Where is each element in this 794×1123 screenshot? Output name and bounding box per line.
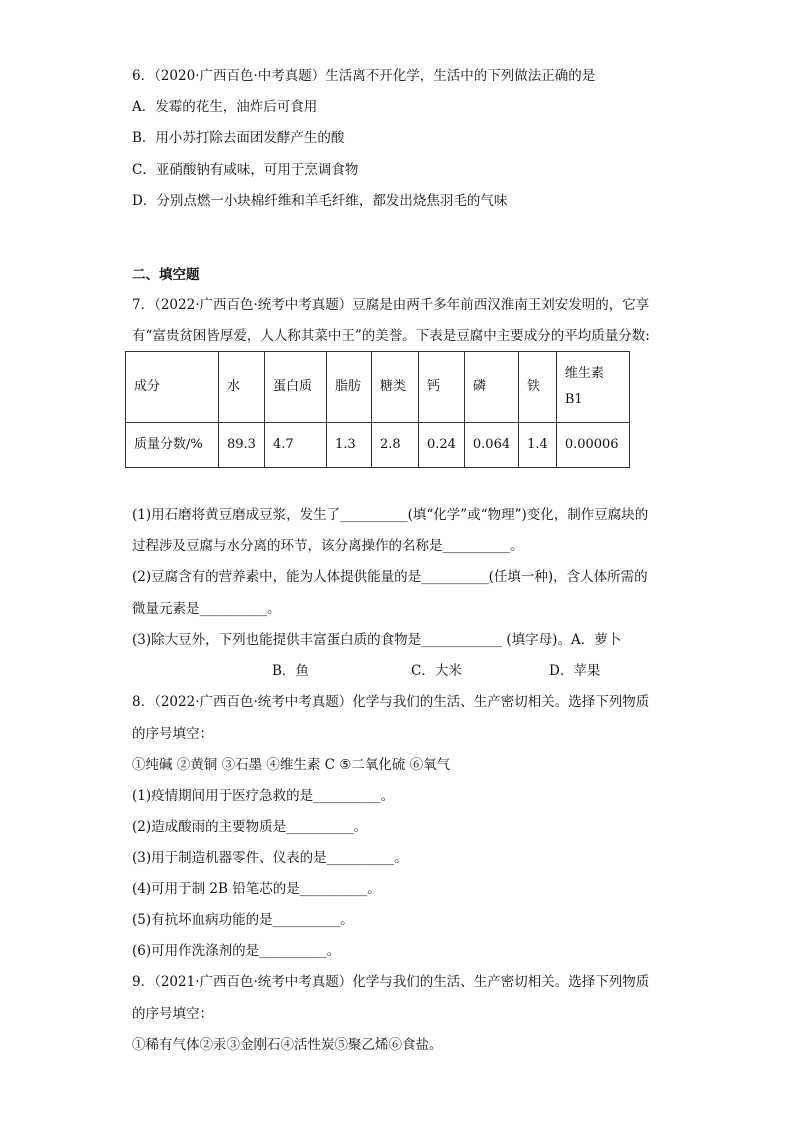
q8-materials: ①纯碱 ②黄铜 ③石墨 ④维生素 C ⑤二氧化硫 ⑥氧气 <box>132 757 451 773</box>
q8-item-3: (3)用于制造机器零件、仪表的是__________。 <box>132 850 408 866</box>
table-cell: 质量分数/% <box>126 423 219 468</box>
table-cell: 0.064 <box>464 423 518 468</box>
q7-stem-line2: 有“富贵贫困皆厚爱，人人称其菜中王”的美誉。下表是豆腐中主要成分的平均质量分数: <box>132 328 650 344</box>
table-header-cell <box>556 352 629 423</box>
table-header-cell: 脂肪 <box>326 352 371 423</box>
table-row <box>126 423 630 468</box>
q8-item-1: (1)疫情期间用于医疗急救的是__________。 <box>132 788 395 804</box>
q7-sub3-option-d: D．苹果 <box>549 663 601 679</box>
table-cell: 1.4 <box>519 423 557 468</box>
table-cell: 0.00006 <box>556 423 629 468</box>
q7-sub3-line1: (3)除大豆外，下列也能提供丰富蛋白质的食物是____________ (填字母)。A．萝卜 <box>132 632 622 648</box>
q7-stem-line1: 7．（2022·广西百色·统考中考真题）豆腐是由两千多年前西汉淮南王刘安发明的，它享 <box>132 297 650 313</box>
table-header-b1: B1 <box>564 392 583 407</box>
q6-option-d: D．分别点燃一小块棉纤维和羊毛纤维，都发出烧焦羽毛的气味 <box>132 193 508 209</box>
q7-sub3-option-c: C．大米 <box>411 663 462 679</box>
table-header-cell: 成分 <box>126 352 219 423</box>
q8-item-4: (4)可用于制 2B 铅笔芯的是__________。 <box>132 881 381 897</box>
table-cell: 1.3 <box>326 423 371 468</box>
composition-table <box>125 351 630 468</box>
table-cell: 89.3 <box>219 423 265 468</box>
q6-stem: 6．（2020·广西百色·中考真题）生活离不开化学，生活中的下列做法正确的是 <box>132 68 596 84</box>
q7-sub3-option-b: B．鱼 <box>272 663 309 679</box>
q9-materials: ①稀有气体②汞③金刚石④活性炭⑤聚乙烯⑥食盐。 <box>132 1037 443 1053</box>
q8-stem-line2: 的序号填空： <box>132 726 213 742</box>
q7-sub2-line1: (2)豆腐含有的营养素中，能为人体提供能量的是__________(任填一种)，含人体所需的 <box>132 569 648 585</box>
table-header-cell: 钙 <box>418 352 464 423</box>
q6-option-c: C．亚硝酸钠有咸味，可用于烹调食物 <box>132 162 359 178</box>
table-cell: 4.7 <box>264 423 326 468</box>
table-row <box>126 352 630 423</box>
table-header-cell: 水 <box>219 352 265 423</box>
q6-option-b: B．用小苏打除去面团发酵产生的酸 <box>132 130 345 146</box>
q9-stem-line1: 9．（2021·广西百色·统考中考真题）化学与我们的生活、生产密切相关。选择下列物质 <box>132 974 650 990</box>
q9-stem-line2: 的序号填空： <box>132 1006 213 1022</box>
q7-sub1-line1: (1)用石磨将黄豆磨成豆浆，发生了__________(填“化学”或“物理”)变化，制作豆腐块的 <box>132 507 649 523</box>
table-header-cell: 磷 <box>464 352 518 423</box>
table-header-cell: 蛋白质 <box>264 352 326 423</box>
q8-item-2: (2)造成酸雨的主要物质是__________。 <box>132 819 368 835</box>
q8-item-6: (6)可用作洗涤剂的是__________。 <box>132 943 341 959</box>
section-title-fill-in: 二、填空题 <box>132 267 200 283</box>
q6-option-a: A．发霉的花生，油炸后可食用 <box>132 99 318 115</box>
q7-sub2-line2: 微量元素是__________。 <box>132 601 281 617</box>
table-header-vitamin: 维生素 <box>564 366 604 381</box>
table-header-cell: 铁 <box>519 352 557 423</box>
q7-sub1-line2: 过程涉及豆腐与水分离的环节，该分离操作的名称是__________。 <box>132 538 524 554</box>
table-cell: 2.8 <box>371 423 418 468</box>
table-header-cell: 糖类 <box>371 352 418 423</box>
table-cell: 0.24 <box>418 423 464 468</box>
q8-item-5: (5)有抗坏血病功能的是__________。 <box>132 912 354 928</box>
q8-stem-line1: 8．（2022·广西百色·统考中考真题）化学与我们的生活、生产密切相关。选择下列物质 <box>132 694 650 710</box>
